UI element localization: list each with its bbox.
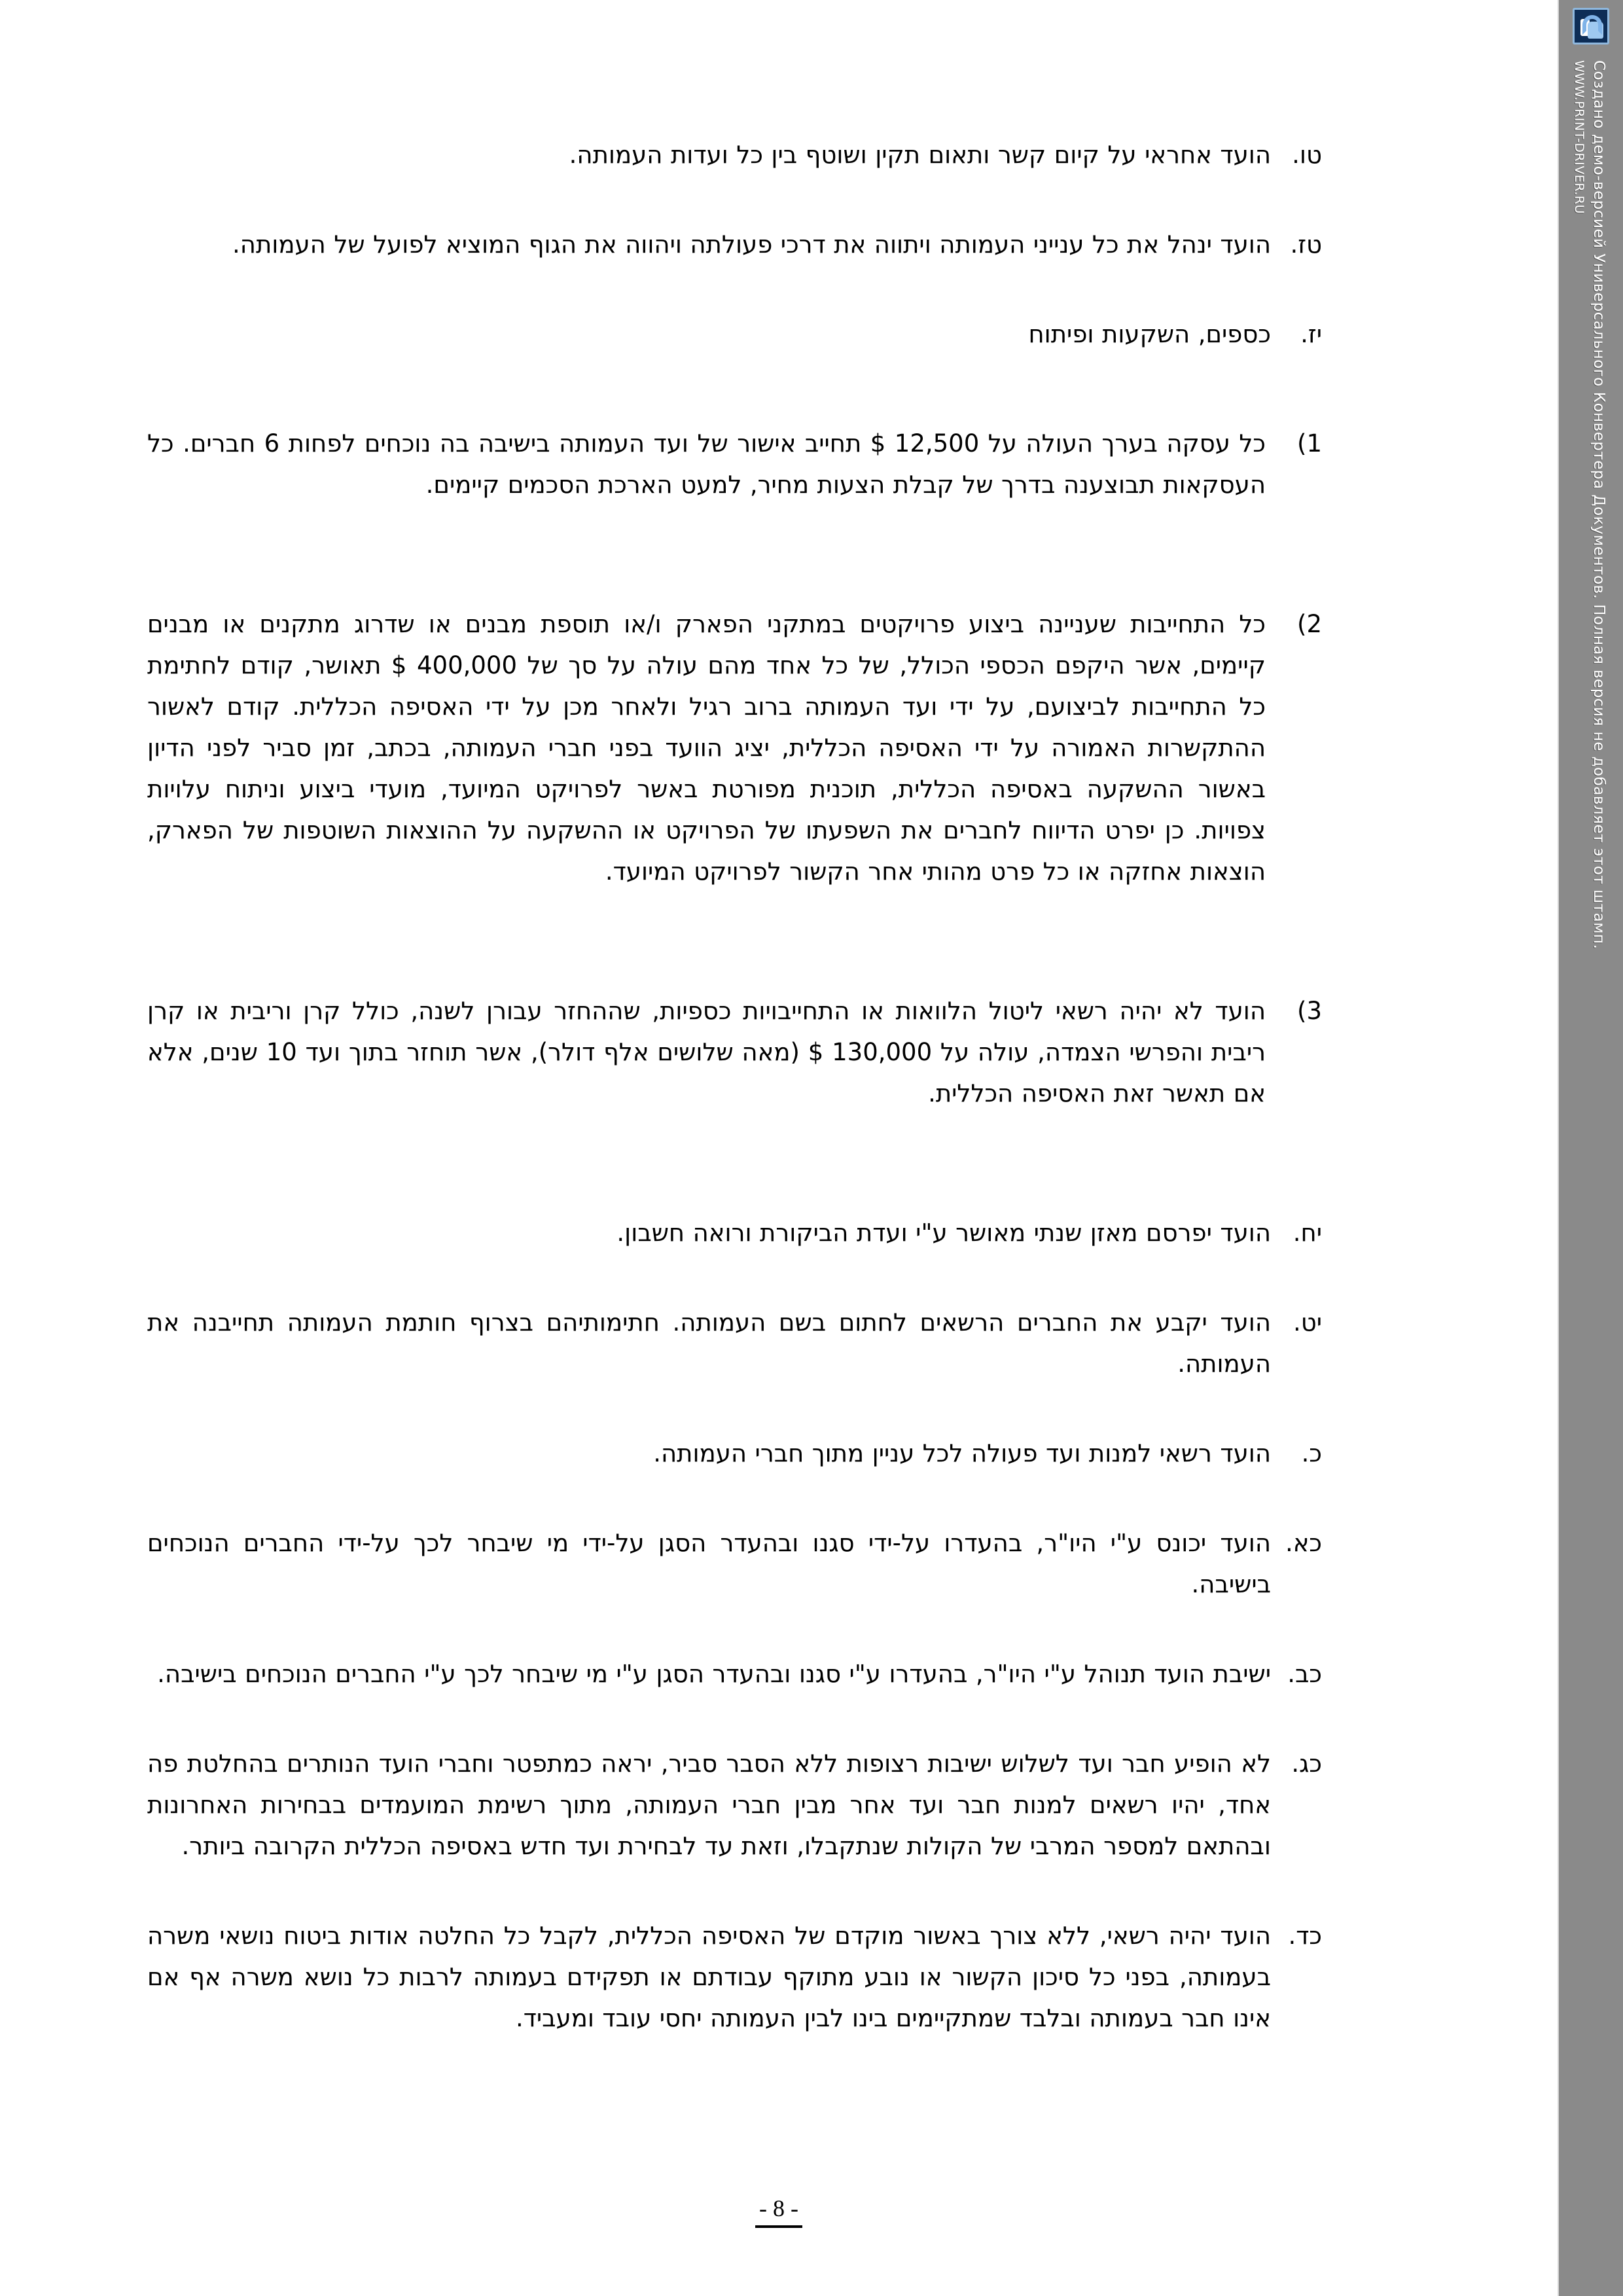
list-item-text: ישיבת הועד תנוהל ע"י היו"ר, בהעדרו ע"י סגנו ובהעדר הסגן ע"י מי שיבחר לכך ע"י החברים הנוכחים בישיבה. [157, 1660, 1271, 1688]
list-marker: כ. [1301, 1439, 1322, 1467]
sub-list-item [147, 423, 1322, 505]
watermark-text-primary: Создано демо-версией Универсального Конвертера Документов. Полная версия не добавляет этот штамп. [1590, 60, 1607, 950]
list-item [147, 134, 1322, 175]
sub-list-item [147, 990, 1322, 1114]
logo-shape-arc [1582, 15, 1602, 35]
list-item-text: הועד רשאי למנות ועד פעולה לכל עניין מתוך חברי העמותה. [653, 1439, 1271, 1467]
section-heading [147, 314, 1322, 355]
list-marker: טו. [1292, 141, 1322, 169]
sub-list-item [147, 603, 1322, 892]
page-footer [0, 2194, 1558, 2228]
list-item-text: הועד ינהל את כל ענייני העמותה ויתווה את דרכי פעולתה ויהווה את הגוף המוציא לפועל של העמותה. [232, 230, 1271, 259]
list-marker: טז. [1290, 230, 1322, 259]
list-item [147, 1212, 1322, 1253]
list-item [147, 1743, 1322, 1867]
list-marker: יז. [1300, 320, 1322, 348]
list-marker: כג. [1291, 1749, 1322, 1778]
list-item-text: הועד אחראי על קיום קשר ותאום תקין ושוטף בין כל ועדות העמותה. [569, 141, 1271, 169]
section-heading-text: כספים, השקעות ופיתוח [1028, 320, 1271, 348]
list-marker: יח. [1293, 1219, 1322, 1247]
sub-list-item-text: כל עסקה בערך העולה על 12,500 $ תחייב אישור של ועד העמותה בישיבה בה נוכחים לפחות 6 חברים. כל העסקאות תבוצענה בדרך של קבלת הצעות מחיר, למעט הארכת הסכמים קיימים. [147, 429, 1266, 499]
list-item-text: הועד יפרסם מאזן שנתי מאושר ע"י ועדת הביקורת ורואה חשבון. [616, 1219, 1271, 1247]
sub-list-marker: 1) [1297, 429, 1322, 457]
list-marker: כא. [1285, 1529, 1322, 1557]
list-marker: כב. [1287, 1660, 1322, 1688]
list-marker: יט. [1293, 1308, 1322, 1336]
list-item [147, 1522, 1322, 1605]
print-driver-logo-icon [1573, 8, 1609, 45]
list-item-text: הועד יקבע את החברים הרשאים לחתום בשם העמותה. חתימותיהם בצרוף חותמת העמותה תחייבנה את העמותה. [147, 1308, 1271, 1378]
list-item-text: הועד יהיה רשאי, ללא צורך באשור מוקדם של האסיפה הכללית, לקבל כל החלטה אודות ביטוח נושאי משרה בעמותה, בפני כל סיכון הקשור או נובע מתוקף עבודתם או תפקידם בעמותה לרבות כל נושא משרה אף אם אינו חבר בעמותה ובלבד שמתקיימים בינו לבין העמותה יחסי עובד ומעביד. [147, 1922, 1271, 2032]
document-body [147, 134, 1322, 2068]
list-item [147, 1915, 1322, 2039]
sub-list-marker: 2) [1297, 610, 1322, 638]
list-item [147, 1302, 1322, 1384]
list-item-text: לא הופיע חבר ועד לשלוש ישיבות רצופות ללא הסבר סביר, יראה כמתפטר וחברי הועד הנותרים בהחלטת פה אחד, יהיו רשאים למנות חבר ועד אחר מבין חברי העמותה, מתוך רשימת המועמדים בבחירות האחרונות ובהתאם למספר המרבי של הקולות שנתקבלו, וזאת עד לבחירת ועד חדש באסיפה הכללית הקרובה ביותר. [147, 1749, 1271, 1860]
list-item [147, 1433, 1322, 1474]
watermark-text-url: WWW.PRINT-DRIVER.RU [1572, 60, 1586, 215]
list-item-text: הועד יכונס ע"י היו"ר, בהעדרו על-ידי סגנו ובהעדר הסגן על-ידי מי שיבחר לכך על-ידי החברים הנוכחים בישיבה. [147, 1529, 1271, 1598]
sub-list-marker: 3) [1297, 997, 1322, 1025]
watermark-sidebar [1558, 0, 1623, 2296]
list-item [147, 224, 1322, 265]
page-number: - 8 - [755, 2194, 802, 2228]
sub-list-item-text: כל התחייבות שעניינה ביצוע פרויקטים במתקני הפארק ו/או תוספת מבנים או שדרוג מתקנים או מבנים קיימים, אשר היקפם הכספי הכולל, של כל אחד מהם עולה על סך של 400,000 $ תאושר, קודם לחתימת כל התחייבות לביצועם, על ידי ועד העמותה ברוב רגיל ולאחר מכן על ידי האסיפה הכללית. קודם לאשור ההתקשרות האמורה על ידי האסיפה הכללית, יציג הוועד בפני חברי העמותה, בכתב, זמן סביר לפני הדיון באשור ההשקעה באסיפה הכללית, תוכנית מפורטת באשר לפרויקט המיועד, מועדי ביצוע וניתוח עלויות צפויות. כן יפרט הדיווח לחברים את השפעתו של הפרויקט או ההשקעה על ההוצאות השוטפות של הפארק, הוצאות אחזקה או כל פרט מהותי אחר הקשור לפרויקט המיועד. [147, 610, 1266, 886]
list-marker: כד. [1288, 1922, 1322, 1950]
list-item [147, 1653, 1322, 1695]
sub-list-item-text: הועד לא יהיה רשאי ליטול הלוואות או התחייבויות כספיות, שההחזר עבורן לשנה, כולל קרן וריבית או קרן ריבית והפרשי הצמדה, עולה על 130,000 $ (מאה שלושים אלף דולר), אשר תוחזר בתוך ועד 10 שנים, אלא אם תאשר זאת האסיפה הכללית. [147, 997, 1266, 1107]
